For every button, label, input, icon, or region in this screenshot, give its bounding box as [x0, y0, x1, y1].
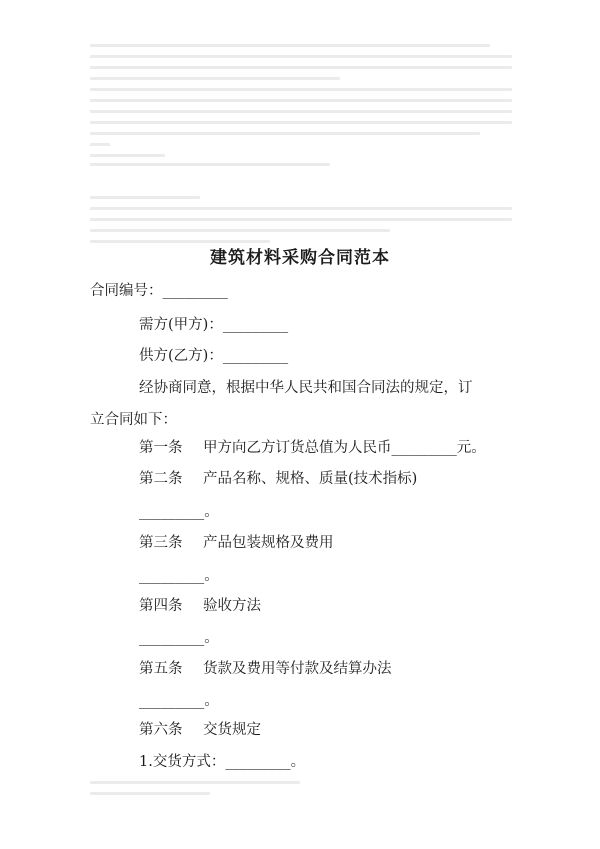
faint-text-block	[90, 781, 512, 803]
article-text: 验收方法	[203, 598, 261, 614]
article-number: 第五条	[139, 661, 183, 677]
article-3-blank: _________。	[139, 568, 219, 584]
article-text: 甲方向乙方订货总值为人民币_________元。	[203, 440, 486, 456]
article-2-blank: _________。	[139, 504, 219, 520]
article-number: 第四条	[139, 598, 183, 614]
article-text: 交货规定	[203, 722, 261, 738]
article-5	[139, 659, 392, 679]
article-2	[139, 469, 417, 489]
article-1	[139, 438, 486, 458]
party-a-line: 需方(甲方)：_________	[139, 317, 289, 333]
article-number: 第一条	[139, 440, 183, 456]
contract-number-line: 合同编号：_________	[90, 283, 228, 299]
article-text: 货款及费用等付款及结算办法	[203, 661, 392, 677]
article-number: 第二条	[139, 471, 183, 487]
article-text: 产品包装规格及费用	[203, 535, 334, 551]
article-text: 产品名称、规格、质量(技术指标)	[203, 471, 418, 487]
article-5-blank: _________。	[139, 693, 219, 709]
article-number: 第六条	[139, 722, 183, 738]
delivery-method-line: 1.交货方式：_________。	[139, 754, 306, 770]
preamble-line-2: 立合同如下：	[90, 412, 177, 428]
faint-text-block	[90, 163, 512, 174]
article-number: 第三条	[139, 535, 183, 551]
document-title: 建筑材料采购合同范本	[210, 248, 390, 268]
article-6	[139, 720, 261, 740]
faint-text-block	[90, 44, 512, 165]
article-4	[139, 596, 261, 616]
party-b-line: 供方(乙方)：_________	[139, 348, 289, 364]
preamble-line-1: 经协商同意，根据中华人民共和国合同法的规定，订	[139, 380, 473, 396]
article-4-blank: _________。	[139, 630, 219, 646]
article-3	[139, 533, 334, 553]
